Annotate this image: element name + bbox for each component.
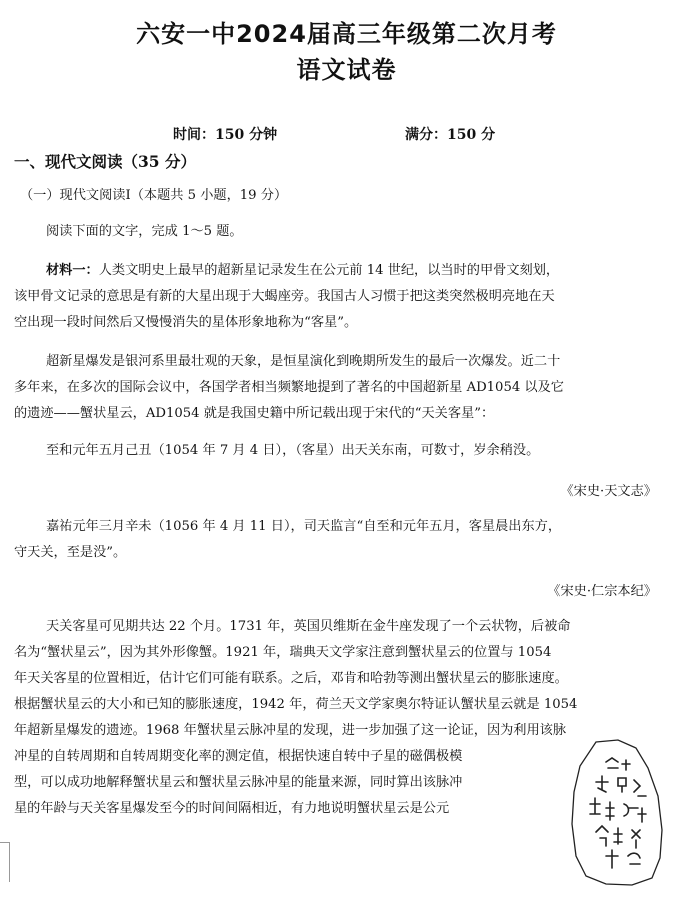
- quote2-line-1: 嘉祐元年三月辛未（1056 年 4 月 11 日），司天监言“自至和元年五月，客星晨出东方，: [46, 519, 562, 534]
- para3-line-5: 年超新星爆发的遗迹。1968 年蟹状星云脉冲星的发现，进一步加强了这一论证，因为利用该脉: [14, 723, 567, 738]
- para3-line-8: 星的年龄与天关客星爆发至今的时间间隔相近，有力地说明蟹状星云是公元: [14, 801, 450, 816]
- para3-line-2: 名为“蟹状星云”，因为其外形像蟹。1921 年，瑞典天文学家注意到蟹状星云的位置与 1054: [14, 645, 552, 660]
- quote2-source: 《宋史·仁宗本纪》: [547, 584, 657, 599]
- material1-line-2: 该甲骨文记录的意思是有新的大星出现于大蝎座旁。我国古人习惯于把这类突然极明亮地在天: [14, 289, 555, 304]
- para2-line-1: 超新星爆发是银河系里最壮观的天象，是恒星演化到晚期所发生的最后一次爆发。近二十: [46, 354, 561, 369]
- instruction: 阅读下面的文字，完成 1～5 题。: [46, 224, 243, 239]
- material1-line-1: 材料一：人类文明史上最早的超新星记录发生在公元前 14 世纪，以当时的甲骨文刻划，: [46, 263, 560, 278]
- quote2-line-2: 守天关，至是没”。: [14, 545, 127, 560]
- para2-line-2: 多年来，在多次的国际会议中，各国学者相当频繁地提到了著名的中国超新星 AD1054 以及它: [14, 380, 564, 395]
- oracle-bone-illustration: [566, 738, 666, 888]
- material1-line-3: 空出现一段时间然后又慢慢消失的星体形象地称为“客星”。: [14, 315, 358, 330]
- crop-mark-vertical: [9, 842, 10, 882]
- para3-line-7: 型，可以成功地解释蟹状星云和蟹状星云脉冲星的能量来源，同时算出该脉冲: [14, 775, 463, 790]
- exam-subtitle: 语文试卷: [296, 56, 397, 84]
- section-heading: 一、现代文阅读（35 分）: [14, 152, 196, 171]
- exam-title: 六安一中2024届高三年级第二次月考: [136, 20, 557, 48]
- exam-score: 满分：150 分: [405, 127, 496, 143]
- quote1-text: 至和元年五月己丑（1054 年 7 月 4 日），（客星）出天关东南，可数寸，岁余稍没。: [46, 443, 540, 458]
- para3-line-4: 根据蟹状星云的大小和已知的膨胀速度，1942 年，荷兰天文学家奥尔特证认蟹状星云就是 1054: [14, 697, 578, 712]
- para3-line-1: 天关客星可见期共达 22 个月。1731 年，英国贝维斯在金牛座发现了一个云状物，后被命: [46, 619, 571, 634]
- para3-line-6: 冲星的自转周期和自转周期变化率的测定值，根据快速自转中子星的磁偶极模: [14, 749, 463, 764]
- para2-line-3: 的遗迹——蟹状星云，AD1054 就是我国史籍中所记载出现于宋代的“天关客星”：: [14, 406, 495, 421]
- exam-time: 时间：150 分钟: [173, 127, 278, 143]
- para3-line-3: 年天关客星的位置相近，估计它们可能有联系。之后，邓肯和哈勃等测出蟹状星云的膨胀速度。: [14, 671, 568, 686]
- quote1-source: 《宋史·天文志》: [560, 484, 657, 499]
- sub-heading: （一）现代文阅读Ⅰ（本题共 5 小题，19 分）: [20, 188, 288, 203]
- material1-label: 材料一：: [46, 263, 99, 278]
